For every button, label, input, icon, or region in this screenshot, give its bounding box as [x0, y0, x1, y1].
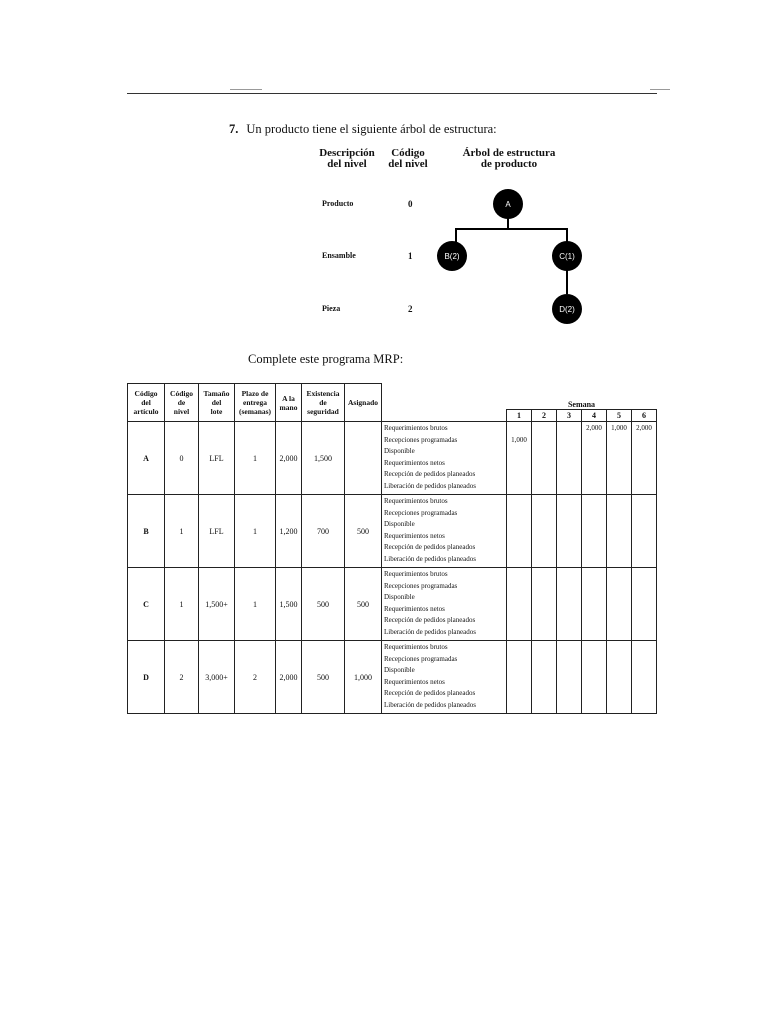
- cell-allocated: [345, 422, 382, 495]
- table-row: [128, 641, 657, 714]
- cell-lead-time: 2: [235, 641, 276, 714]
- cell-level-code: 2: [165, 641, 199, 714]
- cell-on-hand: 1,200: [276, 495, 302, 568]
- row-label: Disponible: [384, 520, 415, 528]
- cell-row-labels: [382, 568, 507, 641]
- tree-edge-c-d: [566, 270, 568, 294]
- week-value: [582, 642, 606, 654]
- week-value: [582, 569, 606, 581]
- cell-week-4[interactable]: [582, 641, 607, 714]
- week-value: 1,000: [611, 424, 627, 432]
- week-value: [507, 642, 531, 654]
- week-value: [507, 423, 531, 435]
- tree-node-c: C(1): [552, 241, 582, 271]
- week-value: [632, 569, 656, 581]
- week-value: [532, 569, 556, 581]
- cell-week-1[interactable]: [507, 568, 532, 641]
- row-label: Recepción de pedidos planeados: [384, 543, 476, 551]
- cell-lead-time: 1: [235, 422, 276, 495]
- cell-week-3[interactable]: [557, 568, 582, 641]
- row-label: Liberación de pedidos planeados: [384, 554, 476, 563]
- week-value: [607, 569, 631, 581]
- top-rule-tick: [650, 89, 670, 90]
- cell-lot-size: 1,500+: [199, 568, 235, 641]
- week-value: [532, 642, 556, 654]
- top-rule-tick: [230, 89, 262, 90]
- cell-item-code: C: [128, 568, 165, 641]
- cell-lot-size: LFL: [199, 495, 235, 568]
- level-code-assembly: 1: [408, 251, 413, 261]
- mrp-table: [127, 383, 657, 714]
- cell-week-4[interactable]: [582, 422, 607, 495]
- row-label: Requerimientos netos: [384, 604, 445, 613]
- header-week-5: 5: [607, 410, 632, 422]
- cell-week-3[interactable]: [557, 422, 582, 495]
- cell-week-6[interactable]: [632, 495, 657, 568]
- row-label: Recepciones programadas: [384, 581, 458, 590]
- cell-week-5[interactable]: [607, 641, 632, 714]
- cell-allocated: 500: [345, 568, 382, 641]
- level-code-part: 2: [408, 304, 413, 314]
- cell-week-4[interactable]: [582, 495, 607, 568]
- week-value: 2,000: [586, 424, 602, 432]
- tree-header-code: Código del nivel: [388, 147, 428, 170]
- week-value: [557, 423, 581, 435]
- row-label: Recepción de pedidos planeados: [384, 470, 476, 478]
- header-safety-stock: Existencia de seguridad: [302, 384, 345, 422]
- header-allocated: Asignado: [345, 384, 382, 422]
- row-label: Recepciones programadas: [384, 435, 458, 444]
- week-value: [607, 642, 631, 654]
- cell-allocated: 1,000: [345, 641, 382, 714]
- tree-node-a: A: [493, 189, 523, 219]
- week-value: [557, 569, 581, 581]
- table-row: [128, 495, 657, 568]
- level-code-product: 0: [408, 199, 413, 209]
- week-value: [507, 569, 531, 581]
- cell-item-code: B: [128, 495, 165, 568]
- cell-on-hand: 2,000: [276, 641, 302, 714]
- cell-week-5[interactable]: [607, 422, 632, 495]
- row-label: Disponible: [384, 447, 415, 455]
- cell-week-3[interactable]: [557, 641, 582, 714]
- row-label: Recepciones programadas: [384, 654, 458, 663]
- tree-edge-c: [566, 228, 568, 242]
- level-description-product: Producto: [322, 199, 354, 208]
- header-week-2: 2: [532, 410, 557, 422]
- row-label: Requerimientos netos: [384, 677, 445, 686]
- top-rule: [127, 93, 657, 94]
- header-item-code: Código del artículo: [128, 384, 165, 422]
- row-label: Disponible: [384, 593, 415, 601]
- cell-week-1[interactable]: [507, 641, 532, 714]
- cell-lead-time: 1: [235, 495, 276, 568]
- tree-header-structure: Árbol de estructura de producto: [462, 147, 556, 170]
- cell-item-code: A: [128, 422, 165, 495]
- header-level-code: Código de nivel: [165, 384, 199, 422]
- cell-on-hand: 1,500: [276, 568, 302, 641]
- problem-text: Un producto tiene el siguiente árbol de estructura:: [246, 122, 497, 136]
- header-week-4: 4: [582, 410, 607, 422]
- cell-safety-stock: 700: [302, 495, 345, 568]
- week-value: [582, 496, 606, 508]
- cell-allocated: 500: [345, 495, 382, 568]
- cell-level-code: 0: [165, 422, 199, 495]
- cell-row-labels: [382, 422, 507, 495]
- row-label: Disponible: [384, 666, 415, 674]
- cell-week-2[interactable]: [532, 495, 557, 568]
- row-label: Requerimientos brutos: [384, 570, 448, 578]
- cell-lot-size: LFL: [199, 422, 235, 495]
- level-description-part: Pieza: [322, 304, 341, 313]
- header-lead-time: Plazo de entrega (semanas): [235, 384, 276, 422]
- week-value: [507, 496, 531, 508]
- problem-number: 7.: [229, 122, 239, 136]
- cell-item-code: D: [128, 641, 165, 714]
- cell-week-6[interactable]: [632, 422, 657, 495]
- tree-node-d: D(2): [552, 294, 582, 324]
- cell-safety-stock: 1,500: [302, 422, 345, 495]
- cell-week-6[interactable]: [632, 641, 657, 714]
- header-week-3: 3: [557, 410, 582, 422]
- tree-edge-b: [455, 228, 457, 242]
- header-week-label: Semana: [567, 400, 596, 409]
- week-value: [532, 423, 556, 435]
- cell-week-2[interactable]: [532, 422, 557, 495]
- cell-week-5[interactable]: [607, 568, 632, 641]
- row-label: Liberación de pedidos planeados: [384, 700, 476, 709]
- table-row: [128, 568, 657, 641]
- cell-on-hand: 2,000: [276, 422, 302, 495]
- cell-week-1[interactable]: [507, 422, 532, 495]
- problem-statement: [229, 122, 497, 137]
- tree-edge-horizontal: [455, 228, 567, 230]
- row-label: Liberación de pedidos planeados: [384, 627, 476, 636]
- row-label: Requerimientos netos: [384, 531, 445, 540]
- cell-week-5[interactable]: [607, 495, 632, 568]
- cell-week-6[interactable]: [632, 568, 657, 641]
- row-label: Requerimientos brutos: [384, 424, 448, 432]
- week-value: [632, 496, 656, 508]
- table-row: [128, 422, 657, 495]
- complete-instruction: Complete este programa MRP:: [248, 352, 404, 366]
- cell-row-labels: [382, 641, 507, 714]
- header-on-hand: A la mano: [276, 384, 302, 422]
- tree-header-description: Descripción del nivel: [319, 147, 375, 170]
- cell-level-code: 1: [165, 495, 199, 568]
- header-week-6: 6: [632, 410, 657, 422]
- row-label: Recepción de pedidos planeados: [384, 616, 476, 624]
- table-header-row: [128, 384, 657, 410]
- cell-lot-size: 3,000+: [199, 641, 235, 714]
- row-label: Liberación de pedidos planeados: [384, 481, 476, 490]
- cell-week-2[interactable]: [532, 568, 557, 641]
- week-value: [557, 642, 581, 654]
- header-lot-size: Tamaño del lote: [199, 384, 235, 422]
- row-label: Requerimientos brutos: [384, 643, 448, 651]
- header-week-1: 1: [507, 410, 532, 422]
- week-value: [557, 496, 581, 508]
- cell-week-1[interactable]: [507, 495, 532, 568]
- week-value: [632, 642, 656, 654]
- cell-level-code: 1: [165, 568, 199, 641]
- week-value: 2,000: [636, 424, 652, 432]
- week-value: [532, 496, 556, 508]
- row-label: Recepciones programadas: [384, 508, 458, 517]
- tree-node-b: B(2): [437, 241, 467, 271]
- cell-row-labels: [382, 495, 507, 568]
- week-value: [607, 496, 631, 508]
- header-spacer: [382, 384, 507, 422]
- week-value: 1,000: [511, 435, 527, 444]
- mrp-table-body: [128, 422, 657, 714]
- cell-safety-stock: 500: [302, 641, 345, 714]
- row-label: Requerimientos netos: [384, 458, 445, 467]
- cell-week-4[interactable]: [582, 568, 607, 641]
- cell-lead-time: 1: [235, 568, 276, 641]
- level-description-assembly: Ensamble: [322, 251, 356, 260]
- cell-week-2[interactable]: [532, 641, 557, 714]
- cell-week-3[interactable]: [557, 495, 582, 568]
- cell-safety-stock: 500: [302, 568, 345, 641]
- row-label: Recepción de pedidos planeados: [384, 689, 476, 697]
- row-label: Requerimientos brutos: [384, 497, 448, 505]
